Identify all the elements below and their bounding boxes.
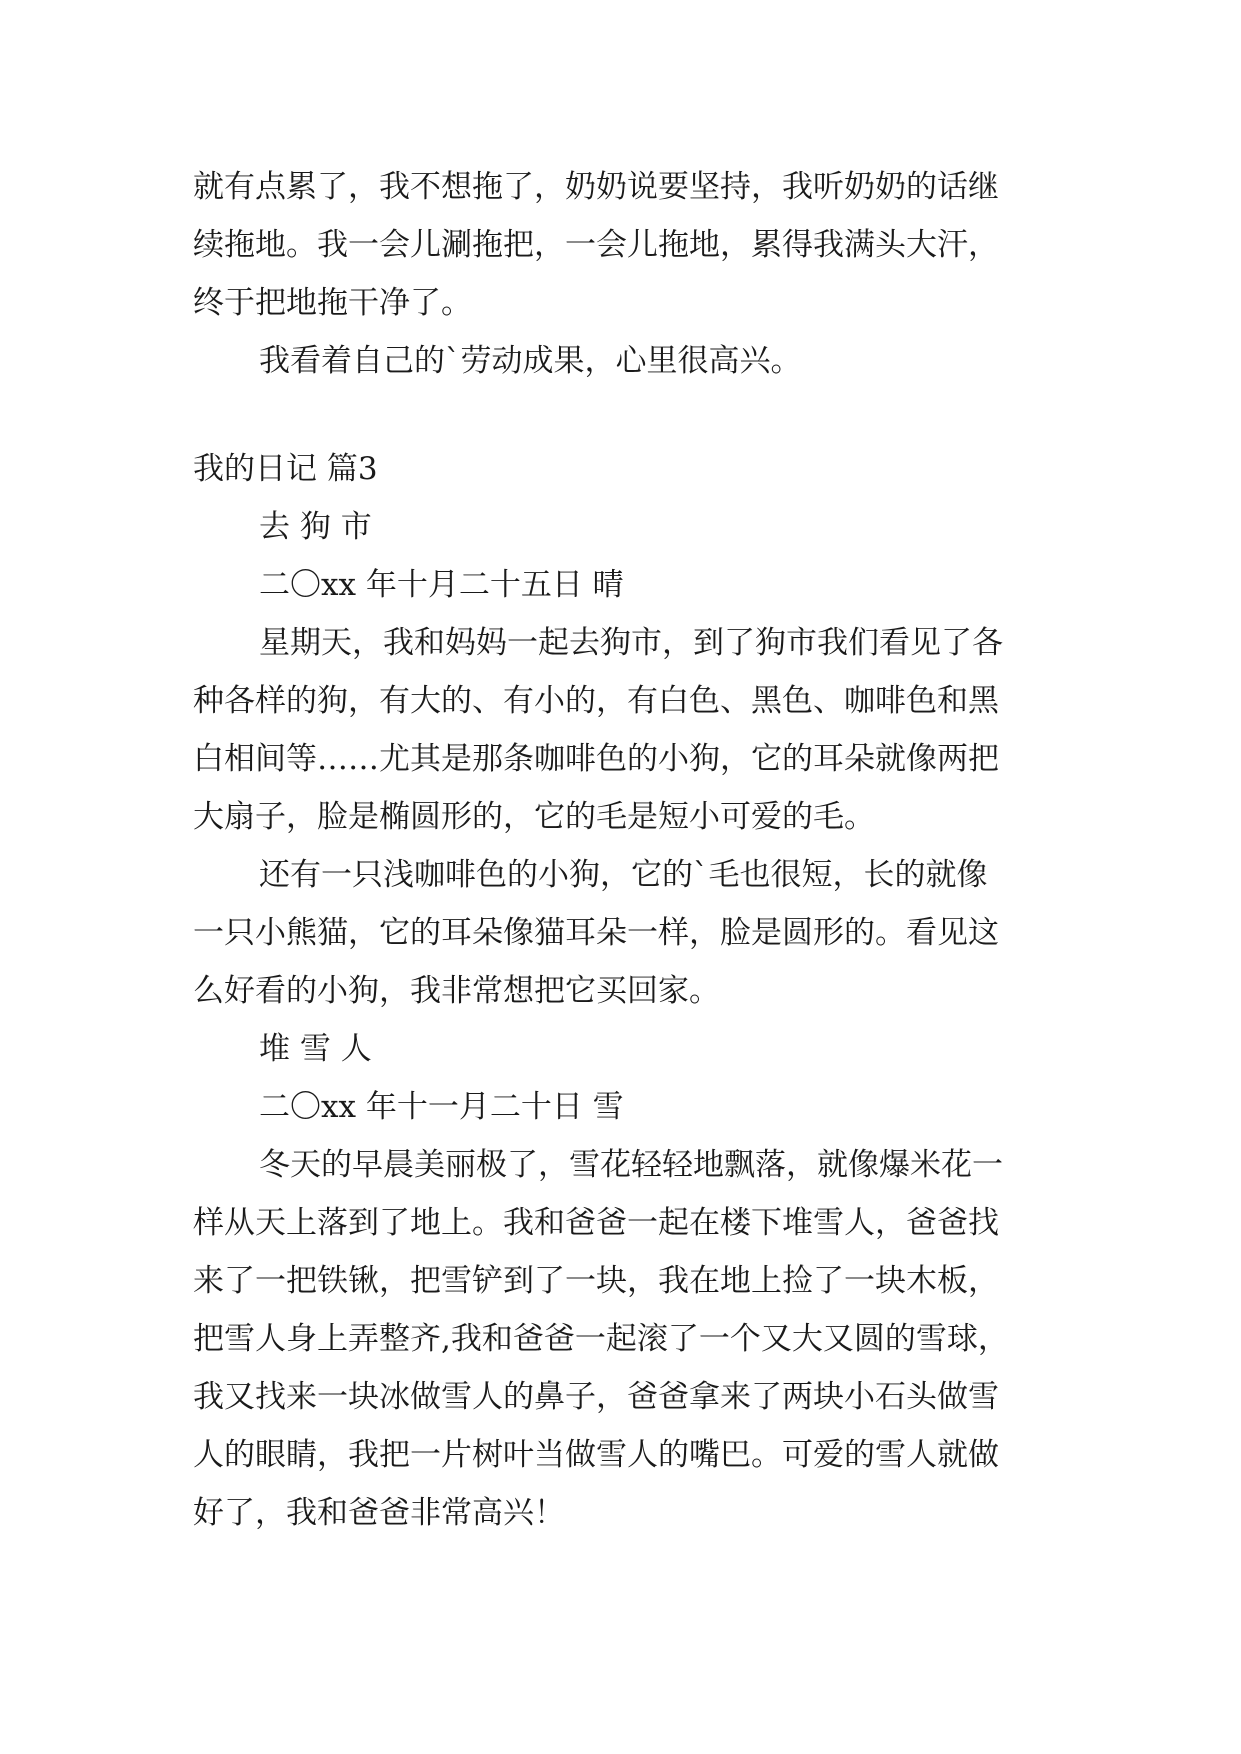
paragraph-line: 白相间等……尤其是那条咖啡色的小狗，它的耳朵就像两把 [193,741,999,777]
paragraph-line: 种各样的狗，有大的、有小的，有白色、黑色、咖啡色和黑 [193,683,999,719]
entry-date: 二〇xx 年十月二十五日 晴 [259,567,624,603]
paragraph-line: 一只小熊猫，它的耳朵像猫耳朵一样，脸是圆形的。看见这 [193,915,999,951]
paragraph-line: 我看着自己的`劳动成果，心里很高兴。 [259,343,802,379]
paragraph-line: 人的眼睛，我把一片树叶当做雪人的嘴巴。可爱的雪人就做 [193,1437,999,1473]
paragraph-line: 来了一把铁锹，把雪铲到了一块，我在地上捡了一块木板， [193,1263,999,1299]
paragraph-line: 冬天的早晨美丽极了，雪花轻轻地飘落，就像爆米花一 [259,1147,1003,1183]
entry-title: 堆 雪 人 [259,1031,372,1067]
document-body [193,158,1063,1542]
paragraph-line: 把雪人身上弄整齐,我和爸爸一起滚了一个又大又圆的雪球， [193,1321,1009,1357]
section-spacer [193,390,1063,440]
paragraph-line: 好了，我和爸爸非常高兴！ [193,1495,565,1531]
paragraph-line: 大扇子，脸是椭圆形的，它的毛是短小可爱的毛。 [193,799,875,835]
paragraph-line: 么好看的小狗，我非常想把它买回家。 [193,973,720,1009]
entry-date: 二〇xx 年十一月二十日 雪 [259,1089,624,1125]
paragraph-line: 续拖地。我一会儿涮拖把，一会儿拖地，累得我满头大汗， [193,227,999,263]
paragraph-line: 终于把地拖干净了。 [193,285,472,321]
paragraph-line: 星期天，我和妈妈一起去狗市，到了狗市我们看见了各 [259,625,1003,661]
paragraph-line: 样从天上落到了地上。我和爸爸一起在楼下堆雪人，爸爸找 [193,1205,999,1241]
section-title: 我的日记 篇3 [193,451,378,487]
paragraph-line: 就有点累了，我不想拖了，奶奶说要坚持，我听奶奶的话继 [193,169,999,205]
paragraph-line: 还有一只浅咖啡色的小狗，它的`毛也很短，长的就像 [259,857,988,893]
paragraph-line: 我又找来一块冰做雪人的鼻子，爸爸拿来了两块小石头做雪 [193,1379,999,1415]
entry-title: 去 狗 市 [259,509,372,545]
